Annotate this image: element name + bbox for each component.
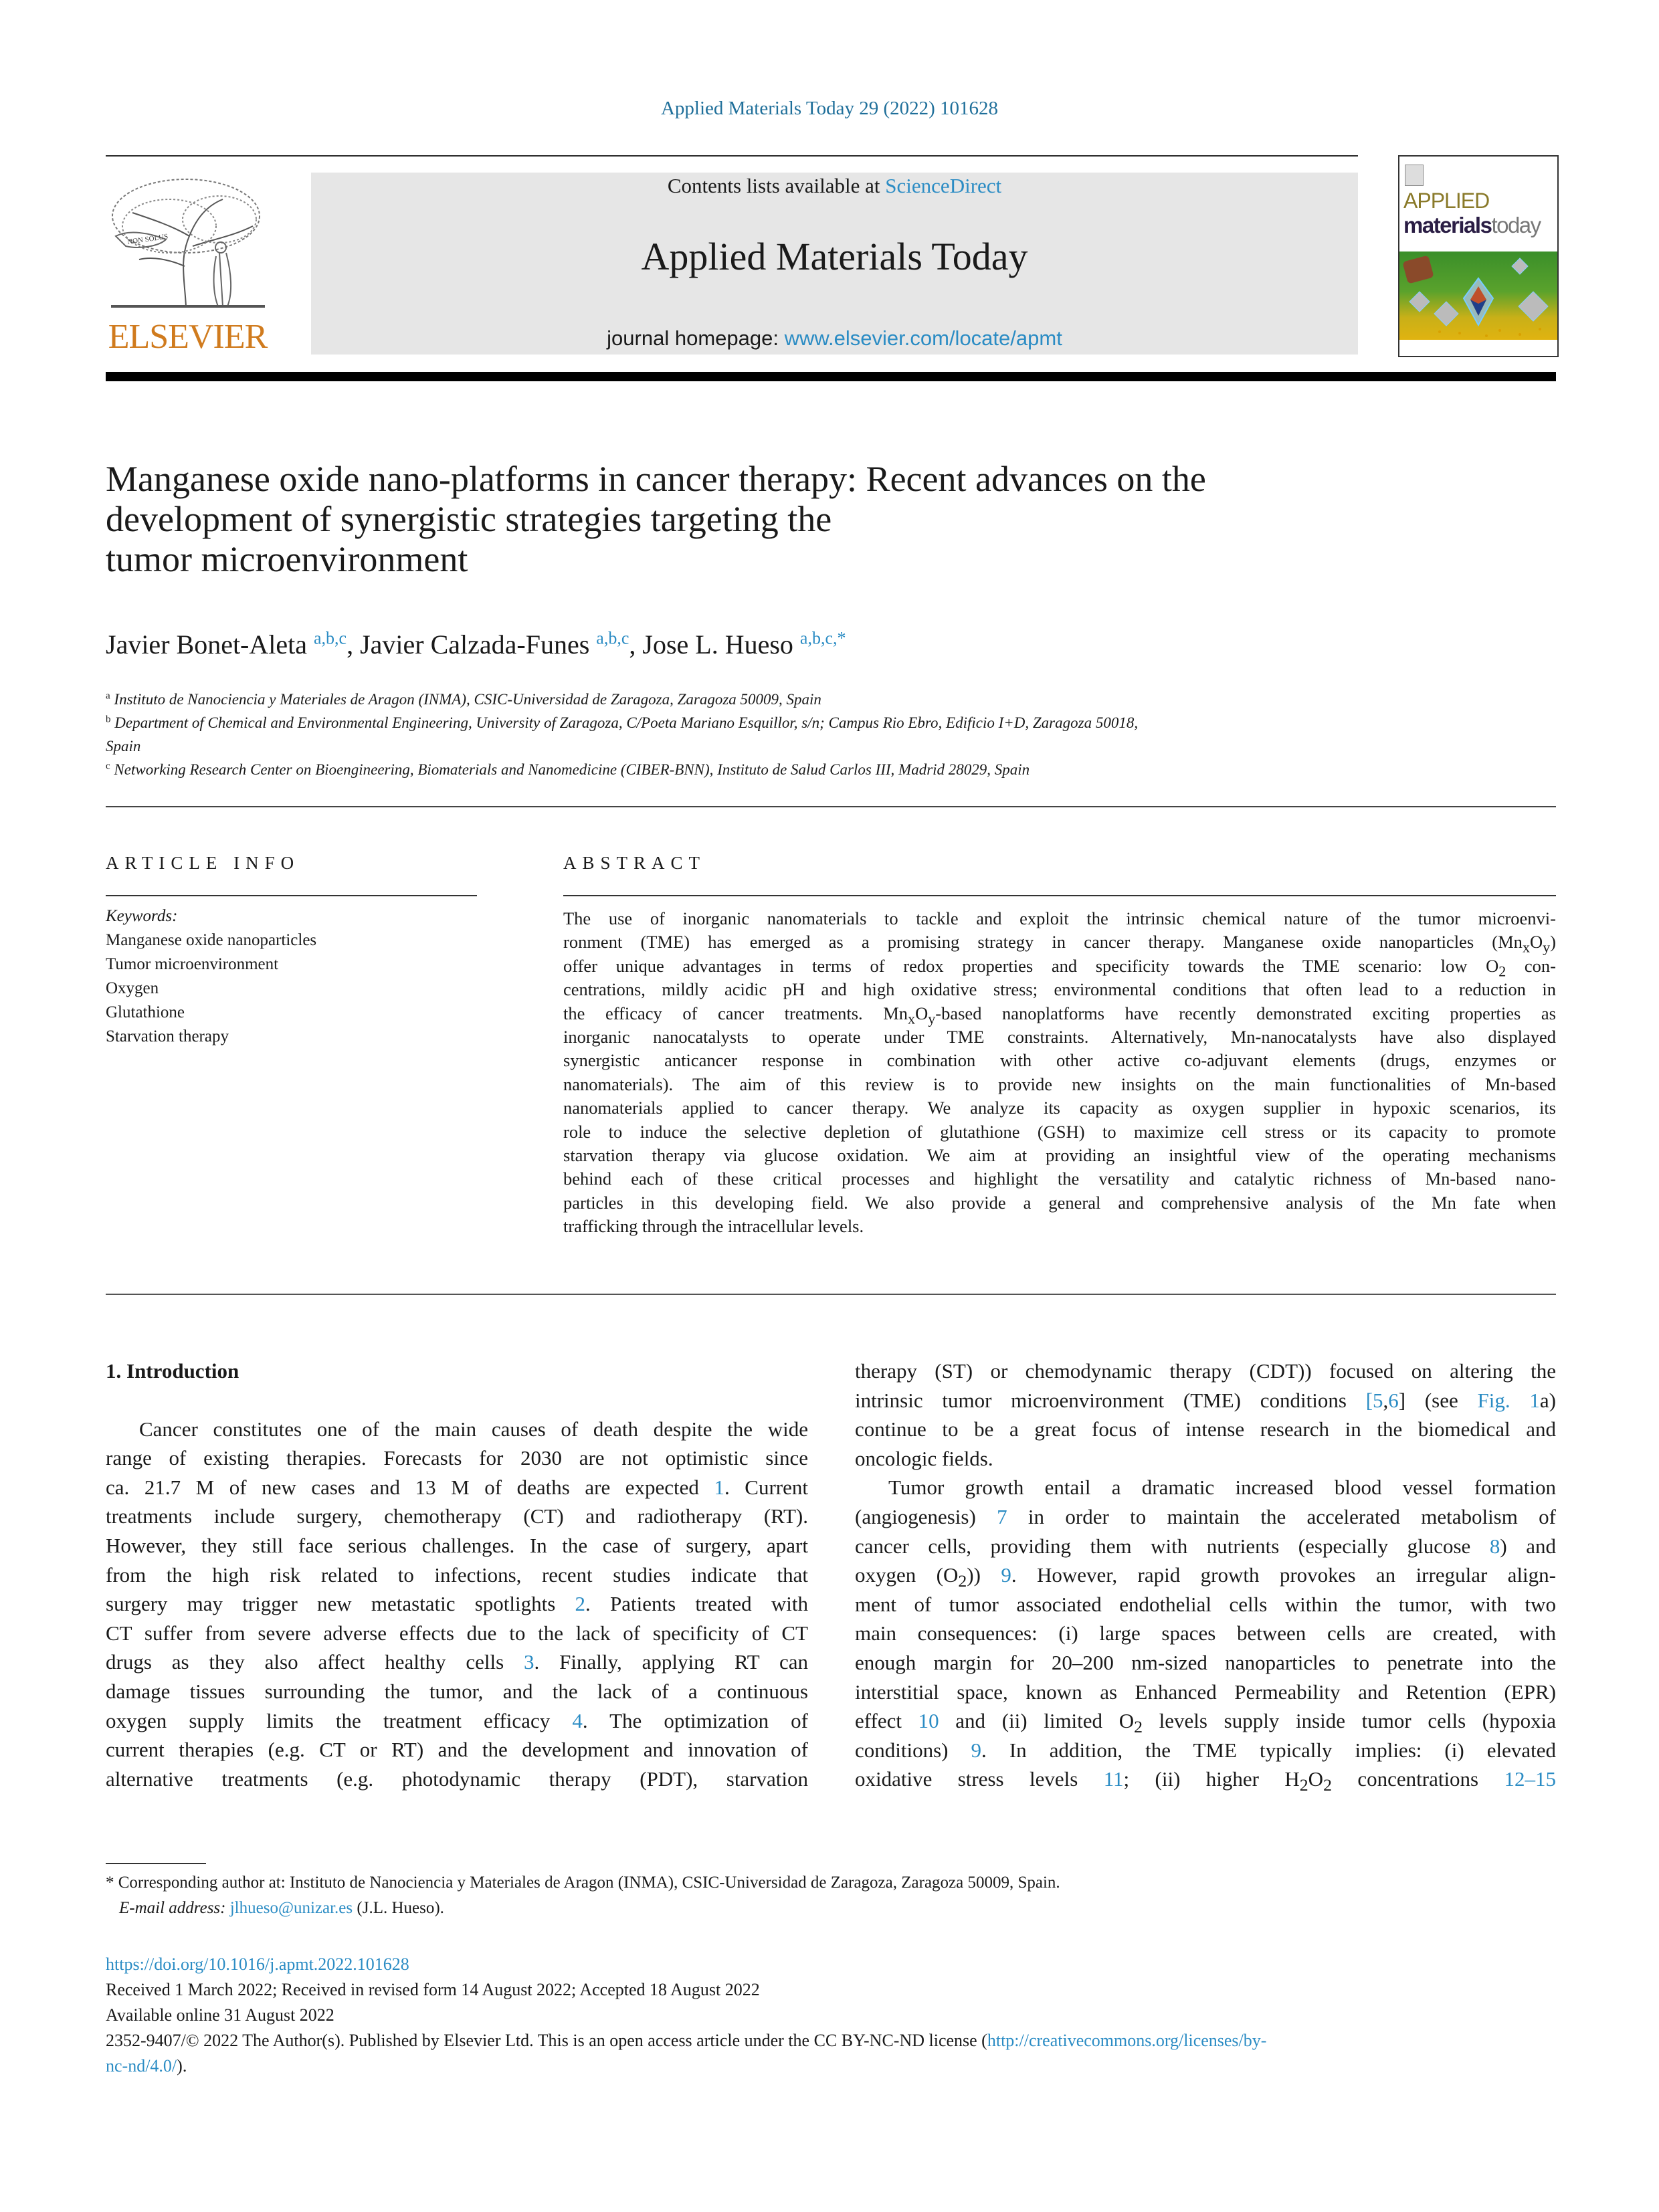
article-title — [106, 459, 1377, 579]
journal-masthead — [311, 173, 1358, 355]
body-column-right — [855, 1356, 1556, 1794]
text-line: therapy (ST) or chemodynamic therapy (CDT)) focused on altering the — [855, 1359, 1556, 1383]
text-line: cancer cells, providing them with nutrients (especially glucose 8) and — [855, 1534, 1556, 1558]
affiliation-key: a — [106, 690, 110, 702]
author-name: Javier Bonet-Aleta — [106, 629, 307, 660]
reference-link[interactable]: 2 — [575, 1592, 586, 1616]
reference-link[interactable]: Fig. 1 — [1477, 1388, 1540, 1412]
cover-elsevier-icon — [1405, 165, 1424, 186]
author-list — [106, 629, 846, 660]
footnote-rule — [106, 1863, 206, 1864]
text-line: enough margin for 20–200 nm-sized nanoparticles to penetrate into the — [855, 1650, 1556, 1674]
cover-title-applied: APPLIED — [1403, 189, 1490, 213]
abstract-rule — [563, 895, 1556, 896]
email-suffix: (J.L. Hueso). — [353, 1899, 444, 1917]
license-suffix: ). — [177, 2056, 187, 2076]
reference-link[interactable]: [5 — [1365, 1388, 1383, 1412]
text-line: from the high risk related to infections, recent studies indicate that — [106, 1563, 808, 1587]
text-line: Tumor growth entail a dramatic increased blood vessel formation — [888, 1476, 1556, 1500]
license-link-cont[interactable]: nc-nd/4.0/ — [106, 2056, 177, 2076]
text-line: drugs as they also affect healthy cells 3. Finally, applying RT can — [106, 1650, 808, 1674]
license-link[interactable]: http://creativecommons.org/licenses/by- — [987, 2031, 1267, 2050]
corresponding-author-text: * Corresponding author at: Instituto de Nanociencia y Materiales de Aragon (INMA), CSIC-Universidad de Zaragoza, Zaragoza 50009, Spain. — [106, 1874, 1060, 1892]
text-line: ronment (TME) has emerged as a promising strategy in cancer therapy. Manganese oxide nanoparticles $(Mn_xO_y)$ — [563, 932, 1556, 956]
affiliation-text: Department of Chemical and Environmental Engineering, University of Zaragoza, C/Poeta Mariano Esquillor, s/n; Campus Rio Ebro, Edificio I+D, Zaragoza 50018, — [114, 714, 1139, 731]
keyword[interactable]: Tumor microenvironment — [106, 955, 279, 973]
license-line — [106, 2028, 1556, 2079]
text-line: oxidative stress levels 11; (ii) higher $H_2O_2$ concentrations 12–15 — [855, 1767, 1556, 1795]
author-separator: , — [629, 629, 643, 660]
journal-cover-thumbnail[interactable] — [1398, 155, 1559, 357]
reference-link[interactable]: 12–15 — [1504, 1767, 1556, 1791]
article-info-rule — [106, 895, 477, 896]
text-line: CT suffer from severe adverse effects due to the lack of specificity of CT — [106, 1621, 808, 1645]
elsevier-tree-icon — [106, 173, 270, 313]
text-line: The use of inorganic nanomaterials to tackle and exploit the intrinsic chemical nature of the tumor microenvi- — [563, 908, 1556, 928]
body-column-left — [106, 1356, 808, 1793]
affiliations — [106, 688, 1377, 781]
elsevier-wordmark: ELSEVIER — [108, 318, 268, 356]
email-line — [106, 1896, 1060, 1921]
license-text: 2352-9407/© 2022 The Author(s). Published by Elsevier Ltd. This is an open access article under the CC BY-NC-ND license ( — [106, 2031, 987, 2050]
text-line: nanomaterials applied to cancer therapy. We analyze its capacity as oxygen supplier in hypoxic scenarios, its — [563, 1098, 1556, 1118]
text-line: continue to be a great focus of intense research in the biomedical and — [855, 1417, 1556, 1441]
article-info-heading: ARTICLE INFO — [106, 853, 300, 873]
reference-link[interactable]: 10 — [918, 1709, 939, 1733]
affiliation-c — [106, 758, 1377, 781]
doi-link[interactable]: https://doi.org/10.1016/j.apmt.2022.101628 — [106, 1954, 409, 1974]
sciencedirect-link[interactable]: ScienceDirect — [885, 174, 1002, 197]
reference-link[interactable]: 1 — [714, 1475, 724, 1499]
title-line: tumor microenvironment — [106, 539, 468, 579]
abstract-heading: ABSTRACT — [563, 853, 706, 873]
homepage-link[interactable]: www.elsevier.com/locate/apmt — [784, 326, 1062, 350]
publication-info — [106, 1952, 1556, 2079]
corresponding-author-footnote — [106, 1870, 1060, 1921]
text-line: role to induce the selective depletion of glutathione (GSH) to maximize cell stress or its capacity to promote — [563, 1121, 1556, 1142]
text-line: inorganic nanocatalysts to operate under TME constraints. Alternatively, Mn-nanocatalysts have also displayed — [563, 1027, 1556, 1047]
text-line: intrinsic tumor microenvironment (TME) conditions [5,6] (see Fig. 1a) — [855, 1388, 1556, 1412]
text-line: offer unique advantages in terms of redox properties and specificity towards the TME scenario: low $O_2$ con- — [563, 955, 1556, 980]
cover-artwork — [1399, 252, 1557, 340]
text-line: However, they still face serious challenges. In the case of surgery, apart — [106, 1533, 808, 1557]
text-line: treatments include surgery, chemotherapy (CT) and radiotherapy (RT). — [106, 1504, 808, 1528]
affiliation-a — [106, 688, 1377, 711]
email-link[interactable]: jlhueso@unizar.es — [229, 1899, 353, 1917]
text-line: range of existing therapies. Forecasts for 2030 are not optimistic since — [106, 1446, 808, 1470]
header-thick-rule — [106, 372, 1556, 381]
email-label: E-mail address: — [119, 1899, 230, 1917]
text-line: interstitial space, known as Enhanced Permeability and Retention (EPR) — [855, 1680, 1556, 1704]
affiliation-b — [106, 711, 1377, 734]
text-line: (angiogenesis) 7 in order to maintain the accelerated metabolism of — [855, 1504, 1556, 1528]
header-rule — [106, 155, 1358, 157]
keyword[interactable]: Oxygen — [106, 979, 159, 997]
title-line: development of synergistic strategies targeting the — [106, 499, 832, 539]
affiliation-text: Instituto de Nanociencia y Materiales de Aragon (INMA), CSIC-Universidad de Zaragoza, Zaragoza 50009, Spain — [114, 691, 821, 708]
text-line: nanomaterials). The aim of this review is to provide new insights on the main functionalities of Mn-based — [563, 1074, 1556, 1094]
reference-link[interactable]: 11 — [1103, 1767, 1124, 1791]
keywords-label: Keywords: — [106, 907, 178, 925]
journal-citation[interactable]: Applied Materials Today 29 (2022) 101628 — [660, 98, 999, 119]
text-line: ca. 21.7 M of new cases and 13 M of deaths are expected 1. Current — [106, 1475, 808, 1499]
keyword[interactable]: Starvation therapy — [106, 1027, 229, 1045]
title-line: Manganese oxide nano-platforms in cancer therapy: Recent advances on the — [106, 459, 1206, 499]
affiliation-key: b — [106, 714, 111, 725]
text-line: starvation therapy via glucose oxidation. We aim at providing an insightful view of the operating mechanisms — [563, 1145, 1556, 1166]
text-line: synergistic anticancer response in combination with other active co-adjuvant elements (drugs, enzymes or — [563, 1050, 1556, 1071]
text-line: main consequences: (i) large spaces between cells are created, with — [855, 1621, 1556, 1645]
reference-link[interactable]: 4 — [572, 1708, 583, 1732]
cover-today: today — [1491, 213, 1541, 237]
author-affiliation-link[interactable]: a,b,c — [596, 628, 629, 648]
text-line: conditions) 9. In addition, the TME typically implies: (i) elevated — [855, 1738, 1556, 1762]
text-line: oxygen supply limits the treatment efficacy 4. The optimization of — [106, 1708, 809, 1732]
author-separator: , — [347, 629, 361, 660]
text-line: damage tissues surrounding the tumor, and the lack of a continuous — [106, 1679, 808, 1703]
text-line: ment of tumor associated endothelial cells within the tumor, with two — [855, 1592, 1556, 1616]
keyword[interactable]: Glutathione — [106, 1003, 185, 1021]
affiliation-rule — [106, 806, 1556, 807]
svg-text:NON SOLUS: NON SOLUS — [126, 232, 169, 247]
cover-title-materialstoday — [1403, 213, 1541, 238]
abstract-text — [563, 907, 1556, 1239]
author-name: Jose L. Hueso — [642, 629, 793, 660]
text-line: Cancer constitutes one of the main causes of death despite the wide — [139, 1417, 808, 1441]
reference-link[interactable]: 6 — [1388, 1388, 1399, 1412]
keyword[interactable]: Manganese oxide nanoparticles — [106, 931, 317, 949]
text-line: effect 10 and (ii) limited $O_2$ levels supply inside tumor cells (hypoxia — [855, 1709, 1557, 1737]
text-line: behind each of these critical processes and highlight the versatility and catalytic richness of Mn-based nano- — [563, 1169, 1556, 1189]
homepage-prefix: journal homepage: — [607, 326, 785, 350]
section-heading-introduction: 1. Introduction — [106, 1359, 239, 1383]
paragraph — [855, 1356, 1556, 1794]
text-line: surgery may trigger new metastatic spotlights 2. Patients treated with — [106, 1592, 808, 1616]
contents-prefix: Contents lists available at — [667, 174, 886, 197]
cover-materials: materials — [1403, 213, 1492, 237]
journal-title: Applied Materials Today — [641, 235, 1028, 278]
text-line: oxygen $(O_2)$) 9. However, rapid growth provokes an irregular align- — [855, 1563, 1556, 1591]
keywords-block — [106, 904, 316, 1049]
author-name: Javier Calzada-Funes — [360, 629, 590, 660]
reference-link[interactable]: 9 — [1001, 1563, 1011, 1587]
abstract-bottom-rule — [106, 1294, 1556, 1295]
received-dates: Received 1 March 2022; Received in revised form 14 August 2022; Accepted 18 August 2022 — [106, 1980, 760, 1999]
paragraph — [106, 1415, 808, 1794]
text-line: oncologic fields. — [855, 1446, 993, 1470]
elsevier-logo[interactable] — [106, 173, 270, 357]
text-line: the efficacy of cancer treatments. $Mn_xO_y$-based nanoplatforms have recently demonstrated exciting properties as — [563, 1003, 1556, 1027]
text-line: particles in this developing field. We also provide a general and comprehensive analysis of the Mn fate when — [563, 1192, 1556, 1213]
affiliation-key: c — [106, 761, 110, 772]
text-line: centrations, mildly acidic pH and high oxidative stress; environmental conditions that often lead to a reduction in — [563, 979, 1556, 1000]
reference-link[interactable]: 9 — [971, 1738, 982, 1762]
homepage-line — [311, 326, 1358, 350]
available-online: Available online 31 August 2022 — [106, 2005, 334, 2025]
text-line: alternative treatments (e.g. photodynamic therapy (PDT), starvation — [106, 1767, 808, 1791]
author-affiliation-link[interactable]: a,b,c,* — [799, 628, 846, 648]
affiliation-b-cont: Spain — [106, 738, 141, 755]
reference-link[interactable]: 3 — [524, 1650, 534, 1674]
reference-link[interactable]: 8 — [1489, 1534, 1500, 1558]
author-affiliation-link[interactable]: a,b,c — [314, 628, 347, 648]
cover-nanoparticle-illustration-icon — [1399, 252, 1557, 340]
text-line: current therapies (e.g. CT or RT) and the development and innovation of — [106, 1738, 808, 1762]
reference-link[interactable]: 7 — [997, 1504, 1007, 1528]
affiliation-text: Networking Research Center on Bioengineering, Biomaterials and Nanomedicine (CIBER-BNN), Instituto de Salud Carlos III, Madrid 28029, Spain — [114, 761, 1030, 778]
contents-line — [311, 174, 1358, 198]
text-line: trafficking through the intracellular levels. — [563, 1216, 864, 1237]
